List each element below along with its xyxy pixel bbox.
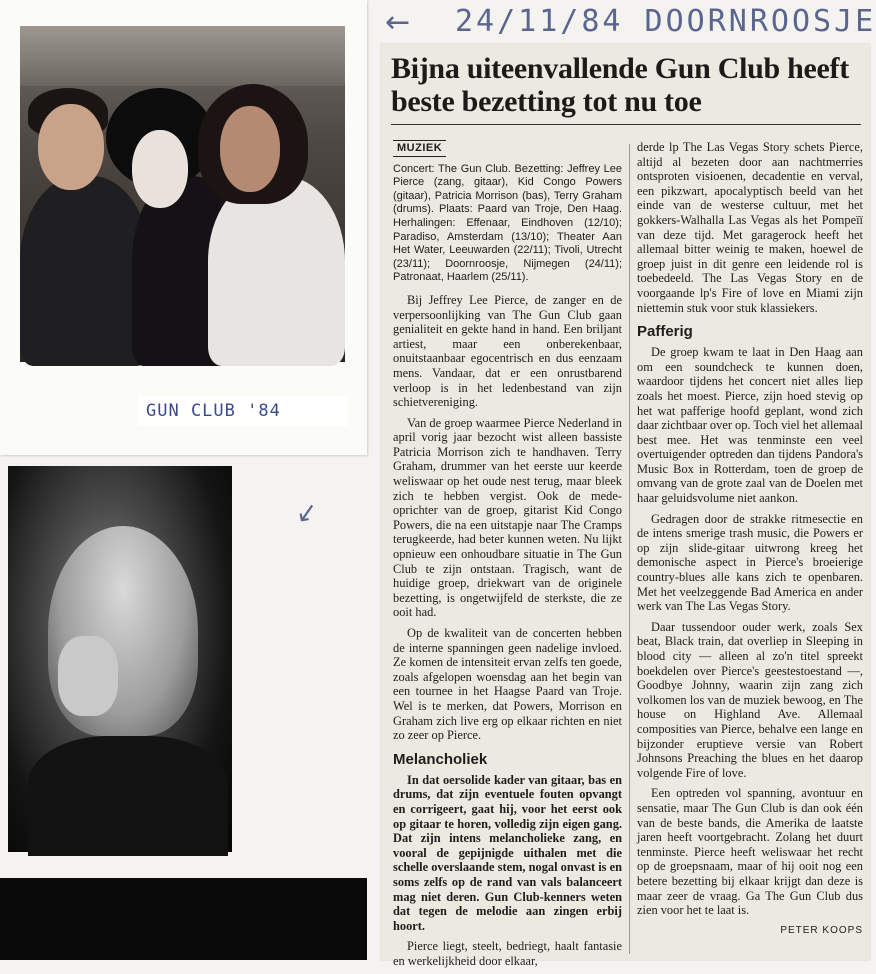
polaroid-photo-band: [0, 0, 367, 455]
bottom-dark-strip: [0, 878, 367, 960]
band-photo: [20, 26, 345, 362]
article-headline: Bijna uiteenvallende Gun Club heeft beste bezetting tot nu toe: [391, 52, 849, 118]
person-middle-face: [132, 130, 188, 208]
column-divider: [629, 144, 630, 954]
concert-info: Concert: The Gun Club. Bezetting: Jeffrey Lee Pierce (zang, gitaar), Kid Congo Powers (gitaar), Patricia Morrison (bas), Terry Graham (drums). Plaats: Paard van Troje, Den Haag. Herhalingen: Effenaar, Eindhoven (12/10); Paradiso, Amsterdam (13/10); Theater Aan Het Water, Leeuwarden (22/11); Tivoli, Utrecht (23/11); Doornroosje, Nijmegen (24/11); Patronaat, Haarlem (25/11).: [393, 162, 622, 284]
article-column-left: [393, 142, 622, 974]
section-label: MUZIEK: [393, 140, 446, 157]
article-paragraph: derde lp The Las Vegas Story schets Pierce, altijd al bezeten door aan nachtmerries ontsproten visioenen, decadentie en verval, een pikzwart, apocalyptisch beeld van het einde van de westerse cultuur, met het gokkers-Walhalla Las Vegas als het Pompeïï van deze tijd. Met garagerock heeft het allemaal bitter weinig te maken, hoewel de groep juist in dit genre een leidende rol is toebedeeld. The Las Vegas Story en de voorgaande lp's Fire of love en Miami zijn niettemin stuk voor stuk klassiekers.: [637, 140, 863, 315]
arrow-left-icon: ←: [385, 5, 411, 40]
article-paragraph: De groep kwam te laat in Den Haag aan om een soundcheck te kunnen doen, waardoor tijdens het concert niet alles liep zoals het moest. Pierce, zijn hoed stevig op het wat pafferige hoofd geplant, wond zich daar zichtbaar over op. Toch viel het allemaal best mee. Het was tenminste een veel overtuigender optreden dan tijdens Pandora's Music Box in Rotterdam, toen de groep de omvang van de grote zaal van de Doelen met haar geluidsvolume niet aankon.: [637, 345, 863, 506]
article-paragraph: Van de groep waarmee Pierce Nederland in april vorig jaar bezocht wist alleen bassiste Patricia Morrison zich te handhaven. Terry Graham, drummer van het eerste uur keerde weliswaar op het oude nest terug, maar bleek zich te hebben vergist. Ook de mede-oprichter van de groep, gitarist Kid Congo Powers, die na een uitstapje naar The Cramps terugkeerde, had beter kunnen weten. Nu lijkt opnieuw een onhoudbare situatie in The Gun Club te zijn ontstaan. Tragisch, want de huidige groep, driekwart van de originele bezetting, is ongetwijfeld de sterkste, die ze ooit had.: [393, 415, 622, 620]
person-left-face: [38, 104, 104, 190]
article-paragraph: Bij Jeffrey Lee Pierce, de zanger en de verpersoonlijking van The Gun Club gaan genialiteit en gekte hand in hand. Een briljant artiest, maar een onberekenbaar, onuitstaanbaar egocentrisch en dus eenzaam mens. Vandaar, dat er een onrustbarend verloop is in het ledenbestand van zijn schietvereniging.: [393, 292, 622, 410]
newspaper-clipping: [381, 44, 870, 968]
person-right-face: [220, 106, 280, 192]
person-left-body: [20, 176, 150, 366]
subhead-melancholiek: Melancholiek: [393, 750, 488, 768]
arrow-down-left-icon: ↙: [293, 496, 321, 530]
photo-ceiling: [20, 26, 345, 86]
singer-photo: [8, 466, 232, 852]
article-paragraph: Op de kwaliteit van de concerten hebben de interne spanningen geen nadelige invloed. Ze komen de intensiteit ervan zelfs ten goede, zoals afgelopen woensdag aan het begin van een tournee in het Haagse Paard van Troje. Wel is te merken, dat Powers, Morrison en Graham zich live erg op elkaar richten en niet zo zeer op Pierce.: [393, 626, 622, 743]
person-right-body: [208, 176, 345, 366]
article-paragraph: In dat oersolide kader van gitaar, bas en drums, dat zijn eventuele fouten opvangt en corrigeert, gaat hij, voor het eerst ook op gitaar te horen, volledig zijn eigen gang. Dat zijn intens melancholieke zang, en vooral de gepijnigde uithalen met die schelle overslaande stem, nogal onvast is en soms zelfs op de rand van vals balanceert mag niet deren. Gun Club-kenners weten dat tegen de melodie aan zingen erbij hoort.: [393, 772, 622, 933]
subhead-pafferig: Pafferig: [637, 323, 693, 341]
article-paragraph: Een optreden vol spanning, avontuur en sensatie, maar The Gun Club is dan ook één van de beste bands, die Amerika de laatste jaren heeft voortgebracht. Zolang het duurt tenminste. Pierce heeft weliswaar het recht op de groepsnaam, maar of hij ooit nog een betere bezetting bij elkaar krijgt dan deze is maar zeer de vraag. Ga The Gun Club dus zien voor het te laat is.: [637, 786, 863, 918]
article-byline: PETER KOOPS: [780, 924, 863, 936]
handwritten-date-note: 24/11/84 DOORNROOSJE: [455, 4, 876, 39]
article-paragraph: Daar tussendoor ouder werk, zoals Sex beat, Black train, dat overliep in Sleeping in blood city — alleen al zo'n titel spreekt boekdelen over Pierce's geestestoestand —, Goodbye Johnny, waarin zijn zang zich volkomen los van de muziek bewoog, en The house on Highland Ave. Allemaal composities van Pierce, behalve een lange en bijzonder eruptieve versie van Robert Johnsons Preaching the blues en het daarop volgende Fire of love.: [637, 619, 863, 780]
article-column-right: [637, 140, 863, 938]
singer-jacket: [28, 736, 228, 856]
article-paragraph: Gedragen door de strakke ritmesectie en de intens smerige trash music, die Powers er op zijn slide-gitaar uitwrong kreeg het demonische aspect in Pierce's broeierige country-blues alle kans zich te openbaren. Met het veelzeggende Bad America en ander werk van The Las Vegas Story.: [637, 511, 863, 614]
singer-hand: [58, 636, 118, 716]
article-paragraph: Pierce liegt, steelt, bedriegt, haalt fantasie en werkelijkheid door elkaar,: [393, 939, 622, 968]
headline-rule: [391, 124, 861, 125]
photo-caption: GUN CLUB '84: [138, 396, 348, 426]
